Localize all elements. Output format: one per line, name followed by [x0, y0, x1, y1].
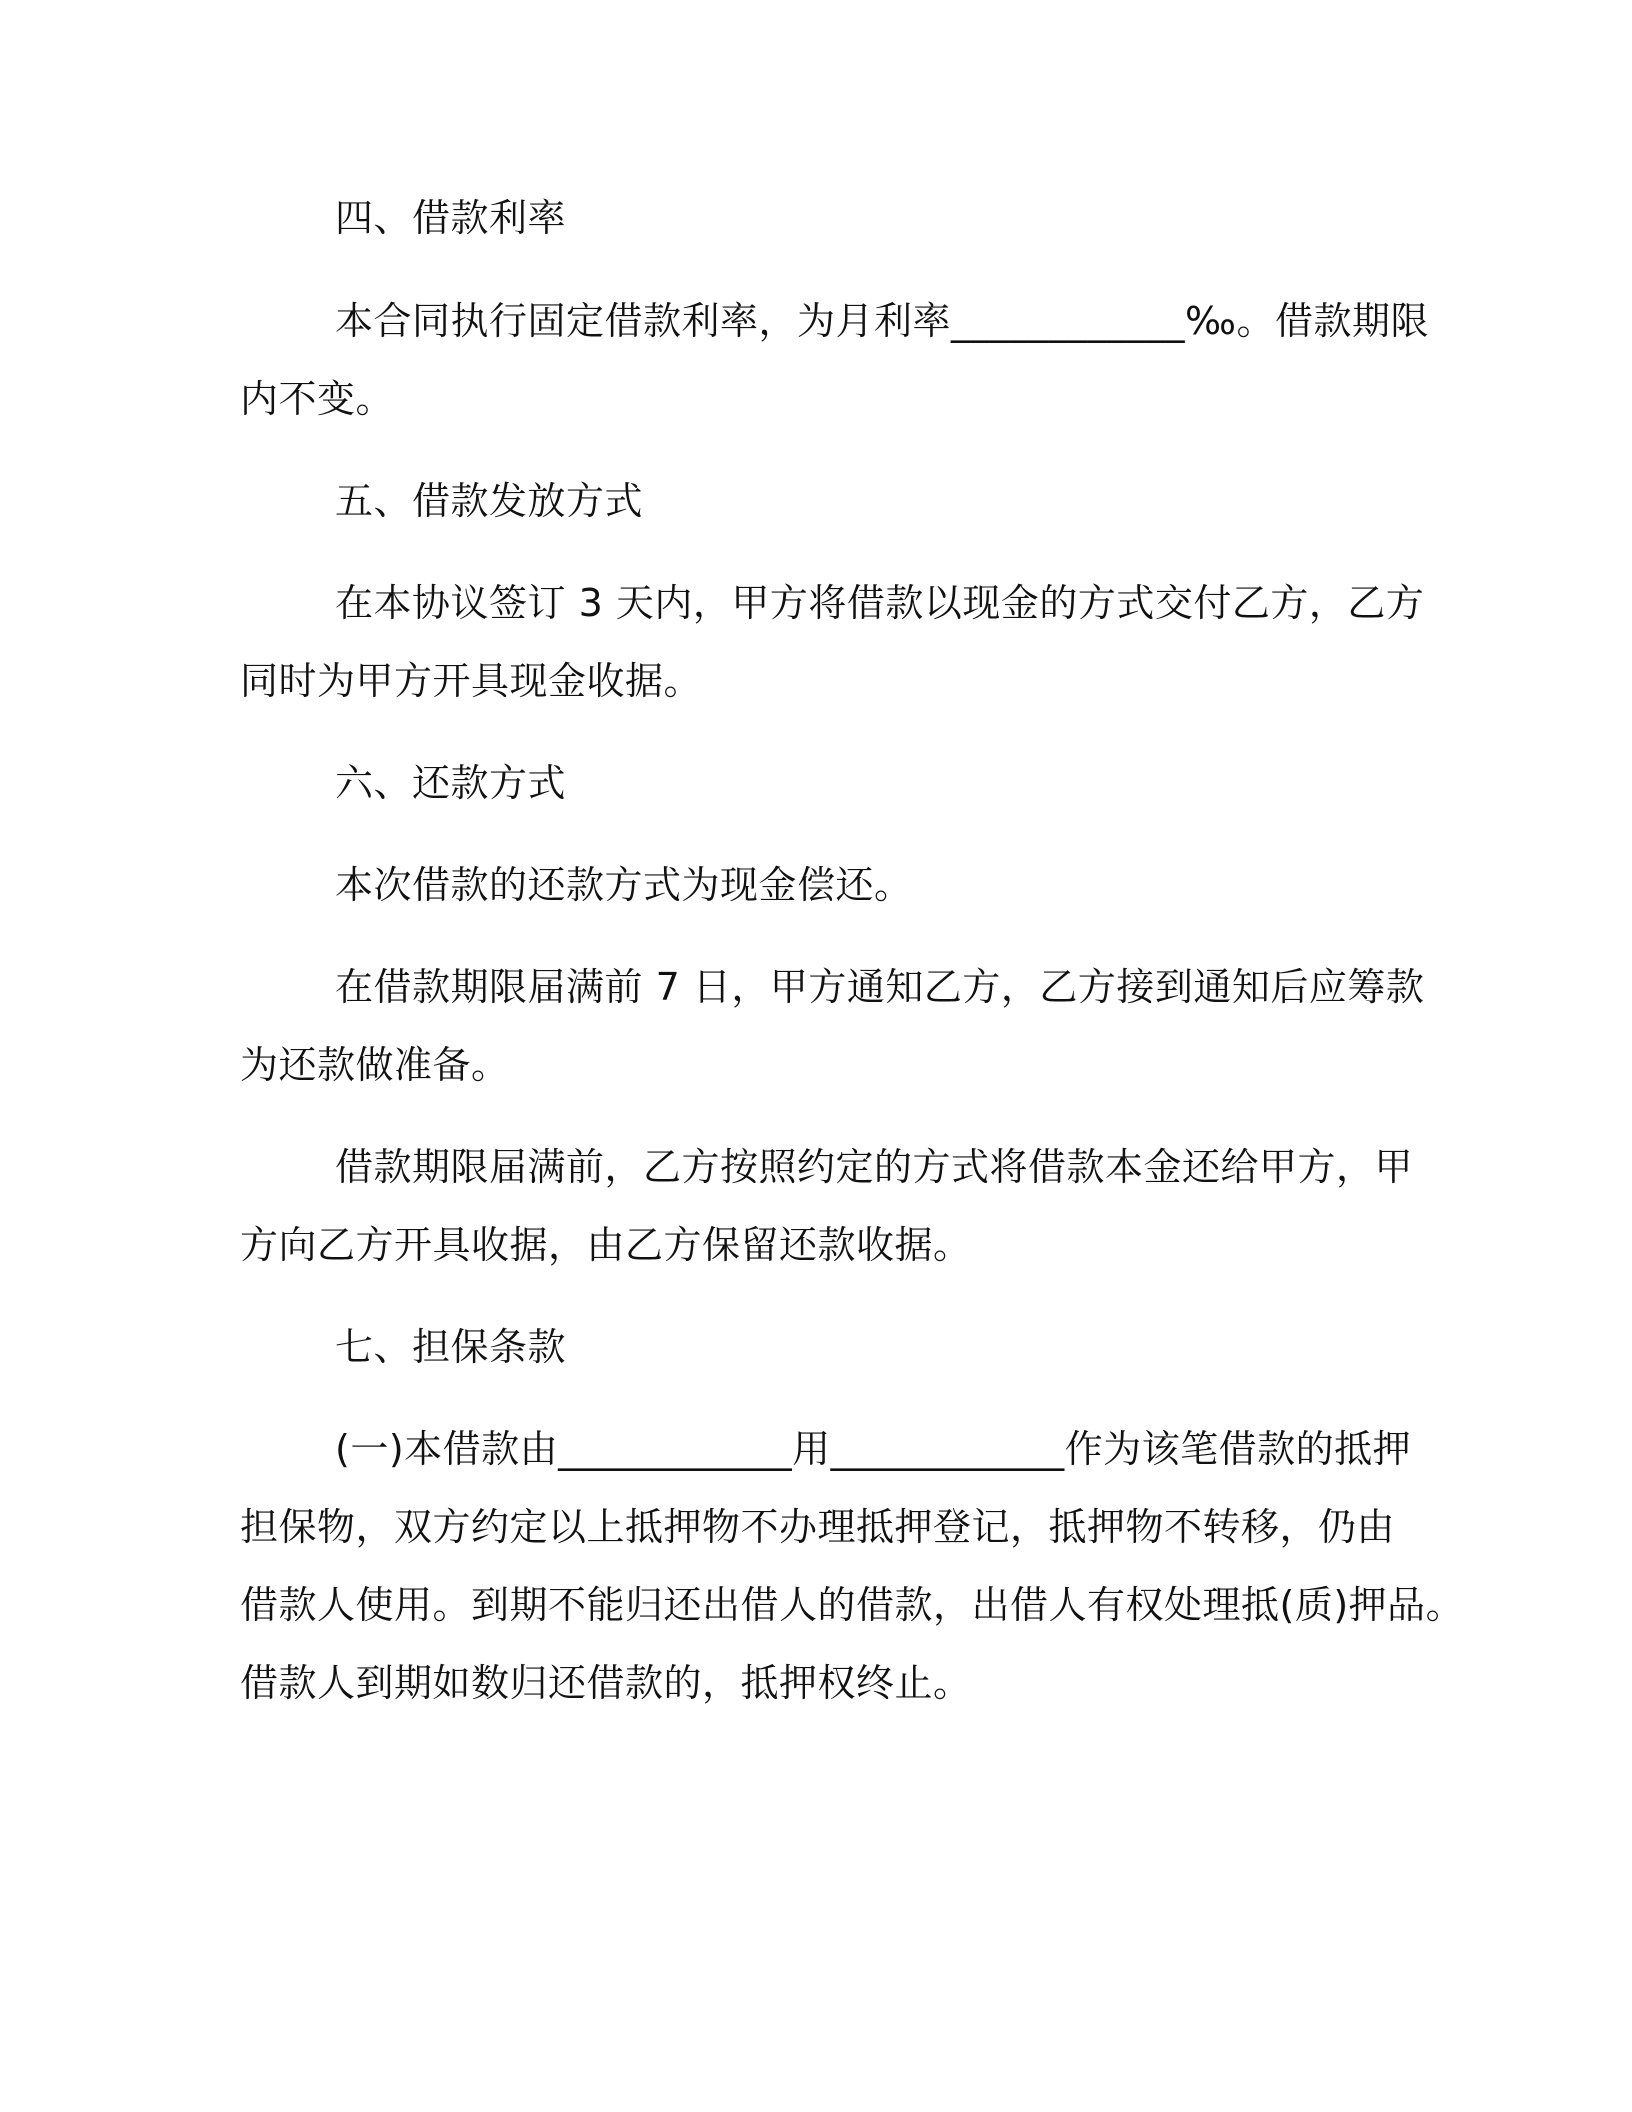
section-6-paragraph-2-line-1: 在借款期限届满前 7 日，甲方通知乙方，乙方接到通知后应筹款	[335, 965, 1425, 1009]
section-6-paragraph-3-line-1: 借款期限届满前，乙方按照约定的方式将借款本金还给甲方，甲	[335, 1145, 1414, 1189]
section-7-paragraph-line-1: (一)本借款由____________用____________作为该笔借款的抵押	[335, 1427, 1412, 1471]
section-6-paragraph-3-line-2: 方向乙方开具收据，由乙方保留还款收据。	[240, 1223, 972, 1267]
section-5-paragraph-line-2: 同时为甲方开具现金收据。	[240, 659, 703, 703]
section-7-heading: 七、担保条款	[335, 1325, 567, 1369]
section-4-paragraph-line-2: 内不变。	[240, 377, 395, 421]
section-7-paragraph-line-4: 借款人到期如数归还借款的，抵押权终止。	[240, 1661, 972, 1705]
section-5-heading: 五、借款发放方式	[335, 479, 644, 523]
section-7-paragraph-line-2: 担保物，双方约定以上抵押物不办理抵押登记，抵押物不转移，仍由	[240, 1505, 1396, 1549]
section-5-paragraph-line-1: 在本协议签订 3 天内，甲方将借款以现金的方式交付乙方，乙方	[335, 581, 1425, 625]
section-6-paragraph-1: 本次借款的还款方式为现金偿还。	[335, 863, 913, 907]
section-4-paragraph-line-1: 本合同执行固定借款利率，为月利率____________‰。借款期限	[335, 299, 1429, 343]
section-6-paragraph-2-line-2: 为还款做准备。	[240, 1043, 510, 1087]
section-4-heading: 四、借款利率	[335, 196, 567, 240]
section-7-paragraph-line-3: 借款人使用。到期不能归还出借人的借款，出借人有权处理抵(质)押品。	[240, 1583, 1465, 1627]
section-6-heading: 六、还款方式	[335, 761, 567, 805]
